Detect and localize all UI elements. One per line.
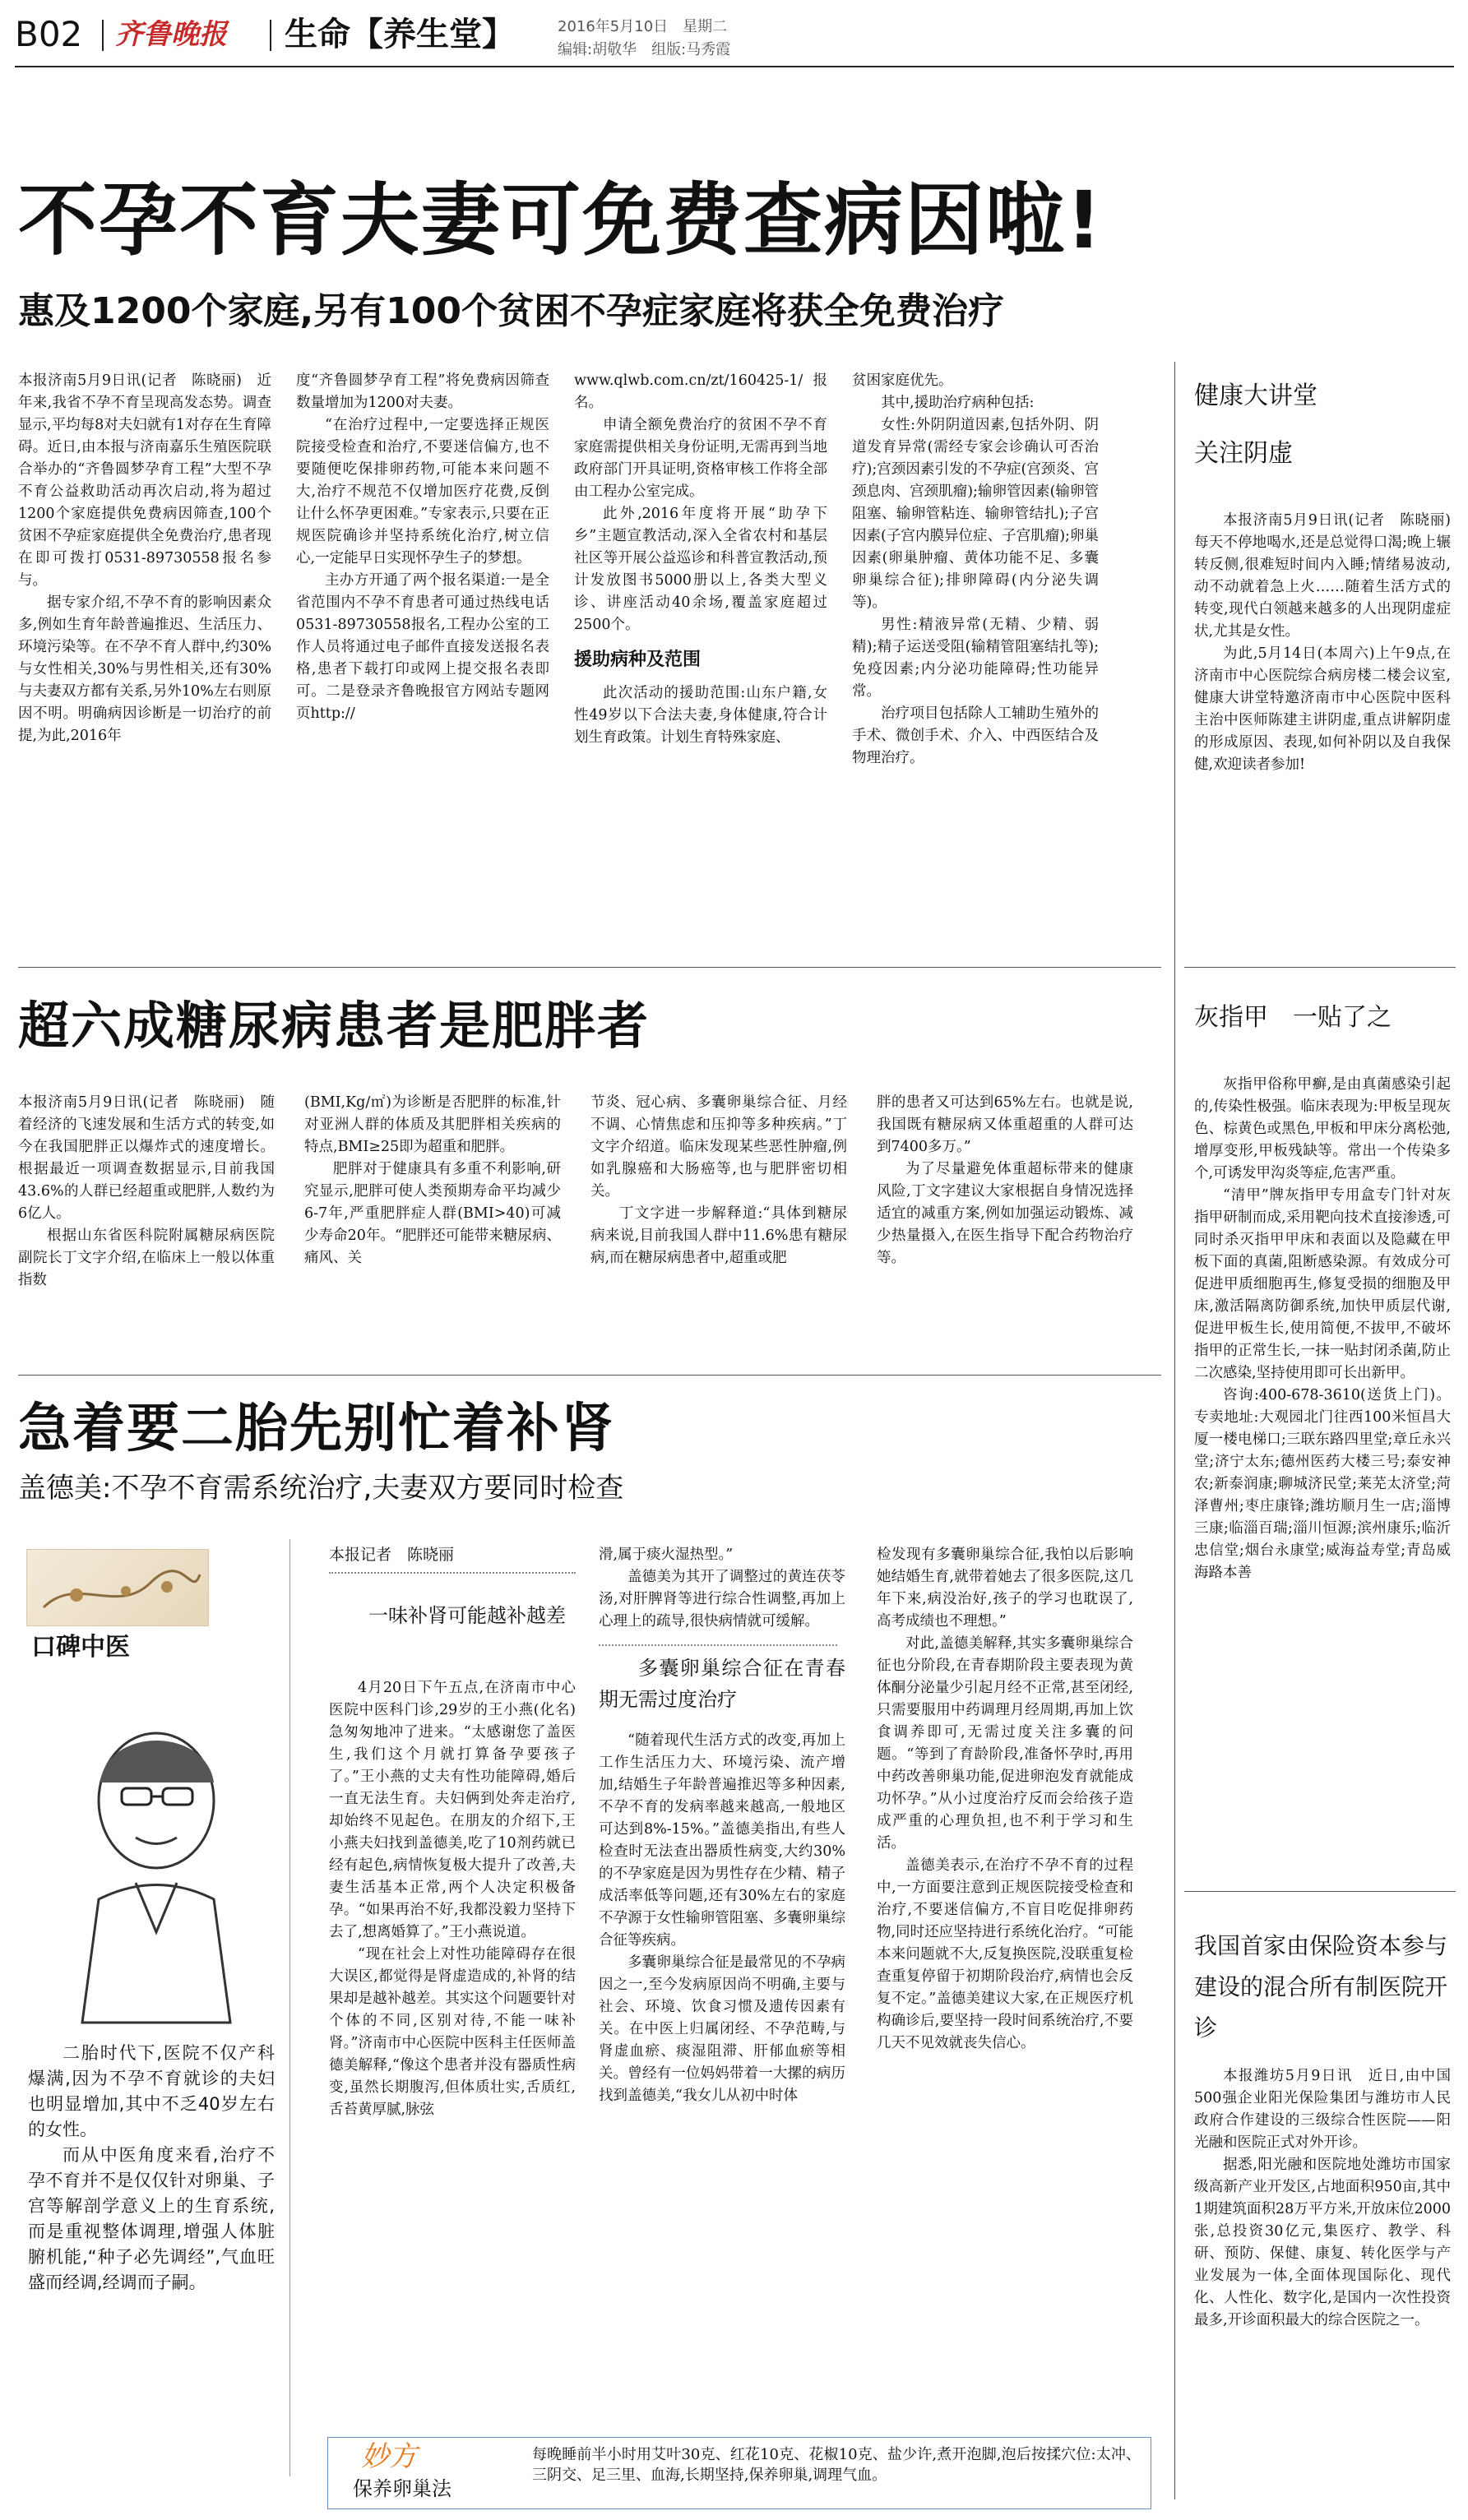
- byline-dotted-rule: [329, 1572, 576, 1574]
- article3-paragraph: 滑,属于痰火湿热型。”: [599, 1547, 734, 1563]
- sidebar1-title: 健康大讲堂: [1194, 381, 1317, 410]
- article1-paragraph: 度“齐鲁圆梦孕育工程”将免费病因筛查数量增加为1200对夫妻。: [296, 372, 549, 411]
- doctor-portrait: [33, 1685, 280, 2023]
- article2-column-4: [877, 1092, 1133, 1388]
- sidebar3-paragraph: 本报潍坊5月9日讯 近日,由中国500强企业阳光保险集团与潍坊市人民政府合作建设的三级综合性医院——阳光融和医院正式对外开诊。: [1194, 2068, 1451, 2151]
- article3-paragraph: “随着现代生活方式的改变,再加上工作生活压力大、环境污染、流产增加,结婚生子年龄普遍推迟等多种因素,不孕不育的发病率越来越高,一般地区可达到8%-15%。”盖德美指出,有些人检查时无法查出器质性病变,大约30%的不孕家庭是因为男性存在少精、精子成活率低等问题,还有30%左右的家庭不孕源于女性输卵管阻塞、多囊卵巢综合征等疾病。: [599, 1732, 845, 1949]
- article2-paragraph: 本报济南5月9日讯(记者 陈晓丽) 随着经济的飞速发展和生活方式的转变,如今在我国肥胖正以爆炸式的速度增长。根据最近一项调查数据显示,目前我国43.6%的人群已经超重或肥胖,人数约为6亿人。: [18, 1094, 275, 1222]
- article3-paragraph: “现在社会上对性功能障碍存在很大误区,都觉得是肾虚造成的,补肾的结果却是越补越差。其实这个问题要针对个体的不同,区别对待,不能一味补肾。”济南市中心医院中医科主任医师盖德美解释,“像这个患者并没有器质性病变,虽然长期腹泻,但体质壮实,舌质红,舌苔黄厚腻,脉弦: [329, 1946, 576, 2118]
- article3-paragraph: 盖德美表示,在治疗不孕不育的过程中,一方面要注意到正规医院接受检查和治疗,不要迷信偏方,不盲目吃促排卵药物,同时还应坚持进行系统化治疗。“可能本来问题就不大,反复换医院,没联重复检查重复停留于初期阶段治疗,病情也会反复不定。”盖德美建议大家,在正规医疗机构确诊后,要坚持一段时间系统治疗,不要几天不见效就丧失信心。: [877, 1857, 1134, 2051]
- sidebar2-paragraph: 灰指甲俗称甲癣,是由真菌感染引起的,传染性极强。临床表现为:甲板呈现灰色、棕黄色或黑色,甲板和甲床分离松弛,增厚变形,甲板残缺等。常出一个传染多个,可诱发甲沟炎等症,危害严重。: [1194, 1076, 1451, 1181]
- article3-subheadline: 盖德美:不孕不育需系统治疗,夫妻双方要同时检查: [18, 1472, 624, 1505]
- article3-column-2: [329, 1677, 576, 2421]
- article3-subhead-2: 多囊卵巢综合征在青春期无需过度治疗: [599, 1657, 845, 1711]
- article3-paragraph: 多囊卵巢综合征是最常见的不孕病因之一,至今发病原因尚不明确,主要与社会、环境、饮食习惯及遗传因素有关。在中医上归属闭经、不孕范畴,与肾虚血瘀、痰湿阻滞、肝郁血瘀等相关。曾经有一位妈妈带着一大摞的病历找到盖德美,“我女儿从初中时体: [599, 1954, 845, 2104]
- article3-column-4: [877, 1544, 1133, 2424]
- sidebar2-top-rule: [1184, 967, 1456, 968]
- sidebar2-body: [1194, 1074, 1451, 1880]
- sidebar1-paragraph: 为此,5月14日(本周六)上午9点,在济南市中心医院综合病房楼二楼会议室,健康大讲堂特邀济南市中心医院中医科主治中医师陈建主讲阴虚,重点讲解阴虚的形成原因、表现,如何补阴以及自我保健,欢迎读者参加!: [1194, 645, 1451, 773]
- sidebar-text-paragraph: 二胎时代下,医院不仅产科爆满,因为不孕不育就诊的夫妇也明显增加,其中不乏40岁左右的女性。: [28, 2043, 275, 2139]
- article1-paragraph: “在治疗过程中,一定要选择正规医院接受检查和治疗,不要迷信偏方,也不要随便吃保排卵药物,可能本来问题不大,治疗不规范不仅增加医疗花费,反倒让什么怀孕更困难。”专家表示,只要在正规医院确诊并坚持系统化治疗,树立信心,一定能早日实现怀孕生子的梦想。: [296, 417, 549, 566]
- article3-paragraph: 对此,盖德美解释,其实多囊卵巢综合征也分阶段,在青春期阶段主要表现为黄体酮分泌量少引起月经不正常,甚至闭经,只需要服用中药调理月经周期,再加上饮食调养即可,无需过度关注多囊的问题。“等到了育龄阶段,准备怀孕时,再用中药改善卵巢功能,促进卵泡发育就能成功怀孕。”从小过度治疗反而会给孩子造成严重的心理负担,也不利于学习和生活。: [877, 1635, 1133, 1852]
- sidebar2-paragraph: “清甲”牌灰指甲专用盒专门针对灰指甲研制而成,采用靶向技术直接渗透,可同时杀灭指甲甲床和表面以及隐藏在甲板下面的真菌,阻断感染源。有效成分可促进甲质细胞再生,修复受损的细胞及甲床,激活隔离防御系统,加快甲质层代谢,促进甲板生长,使用简便,不拔甲,不破坏指甲的正常生长,一抹一贴封闭杀菌,防止二次感染,坚持使用即可长出新甲。: [1194, 1187, 1451, 1381]
- article1-paragraph: 此次活动的援助范围:山东户籍,女性49岁以下合法夫妻,身体健康,符合计划生育政策。计划生育特殊家庭、: [574, 685, 827, 746]
- article2-column-1: [18, 1092, 275, 1388]
- section-title: 生命【养生堂】: [285, 16, 515, 53]
- recipe-text: 每晚睡前半小时用艾叶30克、红花10克、花椒10克、盐少许,煮开泡脚,泡后按揉穴位:太冲、三阴交、足三里、血海,长期坚持,保养卵巢,调理气血。: [532, 2446, 1141, 2484]
- sidebar1-subtitle: 关注阴虚: [1194, 439, 1293, 468]
- header-separator-2: [270, 20, 271, 51]
- article1-subhead: 援助病种及范围: [574, 650, 702, 670]
- article1-column-4: [852, 370, 1099, 937]
- recipe-box: [327, 2437, 1151, 2509]
- page-number: B02: [15, 14, 83, 54]
- calligraphy-banner: [26, 1549, 209, 1626]
- article1-paragraph: 主办方开通了两个报名渠道:一是全省范围内不孕不育患者可通过热线电话0531-89730558报名,工程办公室的工作人员将通过电子邮件直接发送报名表格,患者下载打印或网上提交报名表即可。二是登录齐鲁晚报官方网站专题网页http://: [296, 572, 549, 722]
- herb-illustration-icon: [27, 1550, 208, 1625]
- article1-paragraph: www.qlwb.com.cn/zt/160425-1/报名。: [574, 372, 827, 411]
- article1-paragraph: 贫困家庭优先。: [852, 372, 953, 389]
- header-date: 2016年5月10日 星期二: [558, 18, 728, 35]
- article2-paragraph: 节炎、冠心病、多囊卵巢综合征、月经不调、心情焦虑和压抑等多种疾病。”丁文字介绍道。临床发现某些恶性肿瘤,例如乳腺癌和大肠癌等,也与肥胖密切相关。: [590, 1094, 847, 1200]
- article3-top-rule: [18, 1375, 1161, 1376]
- sidebar1-paragraph: 本报济南5月9日讯(记者 陈晓丽) 每天不停地喝水,还是总觉得口渴;晚上辗转反侧,很难短时间内入睡;情绪易波动,动不动就着急上火……随着生活方式的转变,现代白领越来越多的人出现阴虚症状,尤其是女性。: [1194, 512, 1466, 640]
- sidebar2-paragraph: 咨询:400-678-3610(送货上门)。专卖地址:大观园北门往西100米恒昌大厦一楼电梯口;三联东路四里堂;章丘永兴堂;济宁太东;德州医药大楼三号;泰安神农;新泰润康;聊城济民堂;莱芜太济堂;菏泽曹州;枣庄康锋;潍坊顺月生一店;淄博三康;临淄百瑞;淄川恒源;滨州康乐;临沂忠信堂;烟台永康堂;威海益寿堂;青岛威海路本善: [1194, 1387, 1451, 1581]
- article2-paragraph: 胖的患者又可达到65%左右。也就是说,我国既有糖尿病又体重超重的人群可达到7400多万。”: [877, 1094, 1133, 1155]
- article3-subhead-1: 一味补肾可能越补越差: [368, 1604, 566, 1627]
- article3-byline: 本报记者 陈晓丽: [329, 1546, 455, 1564]
- article1-subheadline: 惠及1200个家庭,另有100个贫困不孕症家庭将获全免费治疗: [18, 290, 1005, 332]
- article1-column-3: [574, 370, 827, 937]
- sidebar-text-paragraph: 而从中医角度来看,治疗不孕不育并不是仅仅针对卵巢、子宫等解剖学意义上的生育系统,而是重视整体调理,增强人体脏腑机能,“种子必先调经”,气血旺盛而经调,经调而子嗣。: [28, 2145, 275, 2292]
- article1-headline: 不孕不育夫妻可免费查病因啦!: [18, 174, 1104, 266]
- sidebar1-body: [1194, 510, 1466, 921]
- header-rule: [15, 66, 1454, 67]
- article3-left-box: [18, 1539, 290, 2476]
- article3-paragraph: 检发现有多囊卵巢综合征,我怕以后影响她结婚生育,就带着她去了很多医院,这几年下来,病没治好,孩子的学习也耽误了,高考成绩也不理想。”: [877, 1547, 1133, 1630]
- recipe-subtitle: 保养卵巢法: [353, 2477, 452, 2500]
- article3-paragraph: 4月20日下午五点,在济南市中心医院中医科门诊,29岁的王小燕(化名)急匆匆地冲了进来。“太感谢您了盖医生,我们这个月就打算备孕要孩子了。”王小燕的丈夫有性功能障碍,婚后一直无法生育。夫妇俩到处奔走治疗,却始终不见起色。在朋友的介绍下,王小燕夫妇找到盖德美,吃了10剂药就已经有起色,病情恢复极大提升了改善,夫妻生活基本正常,两个人决定积极备孕。“如果再治不好,我都没毅力坚持下去了,想离婚算了。”王小燕说道。: [329, 1680, 576, 1940]
- article2-paragraph: 肥胖对于健康具有多重不利影响,研究显示,肥胖可使人类预期寿命平均减少6-7年,严重肥胖症人群(BMI>40)可减少寿命20年。“肥胖还可能带来糖尿病、痛风、关: [304, 1161, 561, 1266]
- recipe-label: 妙方: [361, 2440, 417, 2473]
- sidebar3-body: [1194, 2065, 1451, 2513]
- sidebar2-title: 灰指甲 一贴了之: [1194, 1003, 1392, 1032]
- article3-paragraph: 盖德美为其开了调整过的黄连茯苓汤,对肝脾肾等进行综合性调整,再加上心理上的疏导,很快病情就可缓解。: [599, 1569, 845, 1630]
- article2-column-2: [304, 1092, 561, 1388]
- paper-logo: 齐鲁晚报: [115, 18, 227, 51]
- doctor-portrait-icon: [33, 1685, 280, 2023]
- article1-paragraph: 此外,2016年度将开展“助孕下乡”主题宣教活动,深入全省农村和基层社区等开展公益巡诊和科普宣教活动,预计发放图书5000册以上,各类大型义诊、讲座活动40余场,覆盖家庭超过2500个。: [574, 506, 827, 633]
- sidebar3-paragraph: 据悉,阳光融和医院地处潍坊市国家级高新产业开发区,占地面积950亩,其中1期建筑面积28万平方米,开放床位2000张,总投资30亿元,集医疗、教学、科研、预防、保健、康复、转化医学与产业发展为一体,全面体现国际化、现代化、人性化、数字化,是国内一次性投资最多,开诊面积最大的综合医院之一。: [1194, 2157, 1451, 2328]
- article1-paragraph: 女性:外阴阴道因素,包括外阴、阴道发育异常(需经专家会诊确认可否治疗);宫颈因素引发的不孕症(宫颈炎、宫颈息肉、宫颈肌瘤);输卵管因素(输卵管阻塞、输卵管粘连、输卵管结扎);子宫因素(子宫内膜异位症、子宫肌瘤);卵巢因素(卵巢肿瘤、黄体功能不足、多囊卵巢综合征);排卵障碍(内分泌失调等)。: [852, 417, 1099, 611]
- article2-paragraph: 根据山东省医科院附属糖尿病医院副院长丁文字介绍,在临床上一般以体重指数: [18, 1228, 275, 1288]
- article3-headline: 急着要二胎先别忙着补肾: [18, 1399, 615, 1459]
- subhead-dotted-rule: [599, 1644, 837, 1646]
- sidebar-label: 口碑中医: [31, 1633, 130, 1662]
- header-separator-1: [102, 20, 104, 51]
- header-editor: 编辑:胡敬华 组版:马秀霞: [558, 41, 731, 58]
- article2-column-3: [590, 1092, 847, 1388]
- sidebar3-top-rule: [1184, 1891, 1456, 1892]
- article2-top-rule: [18, 967, 1161, 968]
- sidebar3-title: 我国首家由保险资本参与建设的混合所有制医院开诊: [1194, 1932, 1448, 2041]
- article1-paragraph: 本报济南5月9日讯(记者 陈晓丽) 近年来,我省不孕不育呈现高发态势。调查显示,平均每8对夫妇就有1对存在生育障碍。近日,由本报与济南嘉乐生殖医院联合举办的“齐鲁圆梦孕育工程”大型不孕不育公益救助活动再次启动,将为超过1200个家庭提供免费病因筛查,100个贫困不孕症家庭提供全免费治疗,患者现在即可拨打0531-89730558报名参与。: [18, 372, 271, 589]
- article1-paragraph: 据专家介绍,不孕不育的影响因素众多,例如生育年龄普遍推迟、生活压力、环境污染等。在不孕不育人群中,约30%与女性相关,30%与男性相关,还有30%与夫妻双方都有关系,另外10%左右则原因不明。明确病因诊断是一切治疗的前提,为此,2016年: [18, 594, 271, 744]
- article1-paragraph: 男性:精液异常(无精、少精、弱精);精子运送受阻(输精管阻塞结扎等);免疫因素;内分泌功能障碍;性功能异常。: [852, 617, 1099, 700]
- article1-paragraph: 申请全额免费治疗的贫困不孕不育家庭需提供相关身份证明,无需再到当地政府部门开具证明,资格审核工作将全部由工程办公室完成。: [574, 417, 827, 500]
- article1-column-1: [18, 370, 271, 937]
- article2-headline: 超六成糖尿病患者是肥胖者: [18, 996, 651, 1056]
- article2-paragraph: (BMI,Kg/㎡)为诊断是否肥胖的标准,针对亚洲人群的体质及其肥胖相关疾病的特点,BMI≥25即为超重和肥胖。: [304, 1094, 561, 1155]
- sidebar-divider: [1174, 362, 1175, 2499]
- article1-column-2: [296, 370, 549, 937]
- article2-paragraph: 为了尽量避免体重超标带来的健康风险,丁文字建议大家根据自身情况选择适宜的减重方案,例如加强运动锻炼、减少热量摄入,在医生指导下配合药物治疗等。: [877, 1161, 1133, 1266]
- article1-paragraph: 其中,援助治疗病种包括:: [881, 395, 1035, 411]
- sidebar-text: [28, 2041, 275, 2468]
- article3-column-3: [599, 1544, 845, 2424]
- article1-paragraph: 治疗项目包括除人工辅助生殖外的手术、微创手术、介入、中西医结合及物理治疗。: [852, 705, 1099, 766]
- article2-paragraph: 丁文字进一步解释道:“具体到糖尿病来说,目前我国人群中11.6%患有糖尿病,而在糖尿病患者中,超重或肥: [590, 1205, 847, 1266]
